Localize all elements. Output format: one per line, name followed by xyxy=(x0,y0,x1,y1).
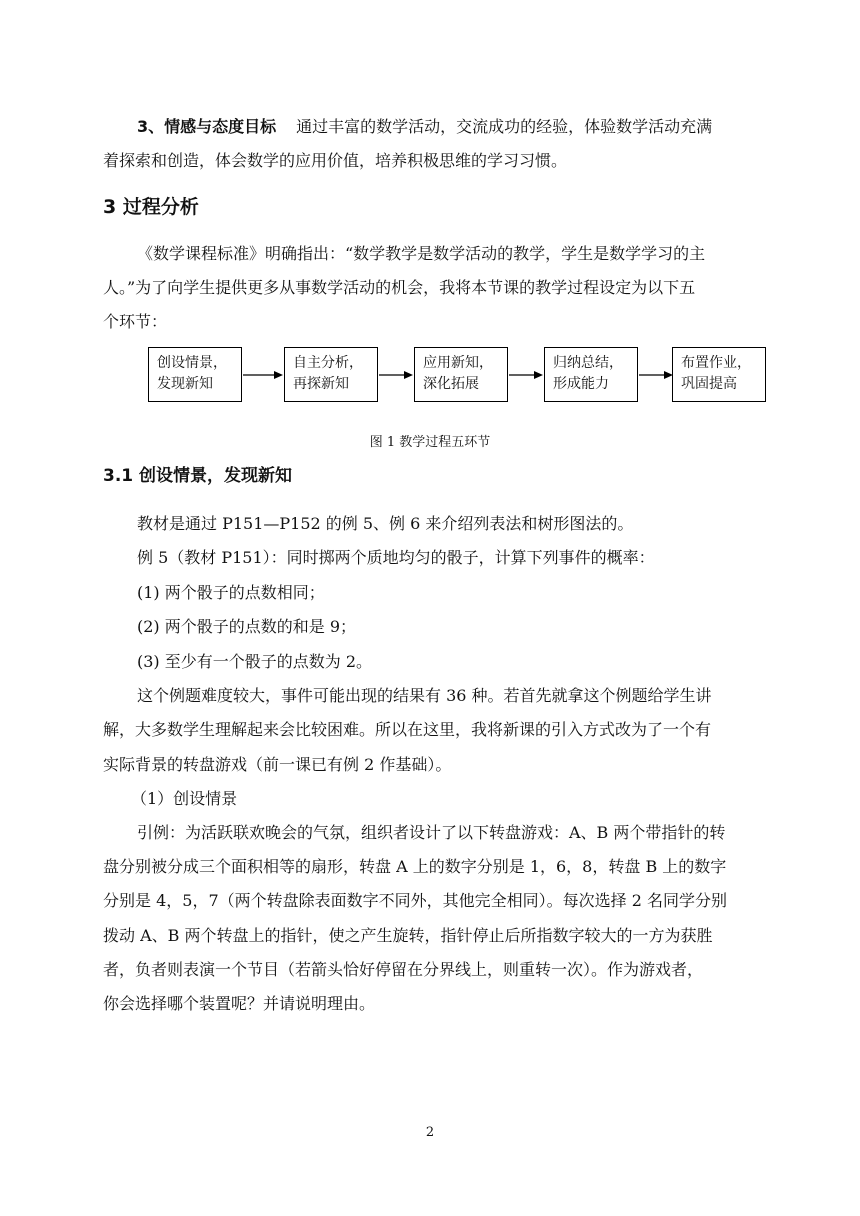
paragraph-line: 拨动 A、B 两个转盘上的指针，使之产生旋转，指针停止后所指数字较大的一方为获胜 xyxy=(103,926,713,945)
paragraph-line: 《数学课程标准》明确指出：“数学教学是数学活动的教学，学生是数学学习的主 xyxy=(137,244,706,263)
flow-step-5 xyxy=(672,347,766,402)
paragraph-line: 个环节： xyxy=(103,312,168,331)
section-3-1-title: 3.1 创设情景，发现新知 xyxy=(103,466,293,486)
section-3-title: 3 过程分析 xyxy=(103,196,199,218)
flow-step-text: 应用新知， xyxy=(423,355,493,371)
arrow-icon xyxy=(243,365,283,385)
arrow-icon xyxy=(639,365,673,385)
page-number: 2 xyxy=(425,1125,435,1140)
flow-step-3 xyxy=(414,347,508,402)
flow-step-text: 发现新知 xyxy=(157,376,213,392)
flow-step-text: 再探新知 xyxy=(293,376,349,392)
goal3-line2: 着探索和创造，体会数学的应用价值，培养积极思维的学习习惯。 xyxy=(103,151,568,170)
paragraph-line: (2) 两个骰子的点数的和是 9； xyxy=(137,617,357,636)
paragraph-line: 这个例题难度较大，事件可能出现的结果有 36 种。若首先就拿这个例题给学生讲 xyxy=(137,686,712,705)
flow-step-text: 创设情景， xyxy=(157,355,227,371)
flow-step-text: 布置作业， xyxy=(681,355,751,371)
flow-step-text: 自主分析， xyxy=(293,355,363,371)
flow-step-2 xyxy=(284,347,378,402)
flow-step-text: 深化拓展 xyxy=(423,376,479,392)
paragraph-line: 你会选择哪个装置呢？并请说明理由。 xyxy=(103,994,376,1013)
paragraph-line: 者，负者则表演一个节目（若箭头恰好停留在分界线上，则重转一次）。作为游戏者， xyxy=(103,960,704,979)
goal3-line1 xyxy=(137,117,763,137)
paragraph-line: (3) 至少有一个骰子的点数为 2。 xyxy=(137,652,373,671)
paragraph-line: 教材是通过 P151—P152 的例 5、例 6 来介绍列表法和树形图法的。 xyxy=(137,514,634,533)
paragraph-line: 人。”为了向学生提供更多从事数学活动的机会，我将本节课的教学过程设定为以下五 xyxy=(103,278,696,297)
flow-step-1 xyxy=(148,347,242,402)
paragraph-line: 解，大多数学生理解起来会比较困难。所以在这里，我将新课的引入方式改为了一个有 xyxy=(103,720,712,739)
paragraph-line: 例 5（教材 P151）：同时掷两个质地均匀的骰子，计算下列事件的概率： xyxy=(137,548,655,567)
flow-step-text: 归纳总结， xyxy=(553,355,623,371)
figure-caption: 图 1 教学过程五环节 xyxy=(369,435,491,450)
subheading-create-scene: （1）创设情景 xyxy=(131,789,238,808)
arrow-icon xyxy=(379,365,413,385)
paragraph-line: 实际背景的转盘游戏（前一课已有例 2 作基础）。 xyxy=(103,755,452,774)
goal3-text: 通过丰富的数学活动，交流成功的经验，体验数学活动充满 xyxy=(296,117,713,136)
goal3-heading: 3、情感与态度目标 xyxy=(137,117,277,136)
arrow-icon xyxy=(509,365,543,385)
flow-step-text: 巩固提高 xyxy=(681,376,737,392)
flow-step-4 xyxy=(544,347,638,402)
paragraph-line: 引例：为活跃联欢晚会的气氛，组织者设计了以下转盘游戏：A、B 两个带指针的转 xyxy=(137,823,726,842)
paragraph-line: 分别是 4，5，7（两个转盘除表面数字不同外，其他完全相同）。每次选择 2 名同学分别 xyxy=(103,891,727,910)
paragraph-line: (1) 两个骰子的点数相同； xyxy=(137,583,325,602)
paragraph-line: 盘分别被分成三个面积相等的扇形，转盘 A 上的数字分别是 1，6，8，转盘 B 上的数字 xyxy=(103,857,727,876)
flow-step-text: 形成能力 xyxy=(553,376,609,392)
